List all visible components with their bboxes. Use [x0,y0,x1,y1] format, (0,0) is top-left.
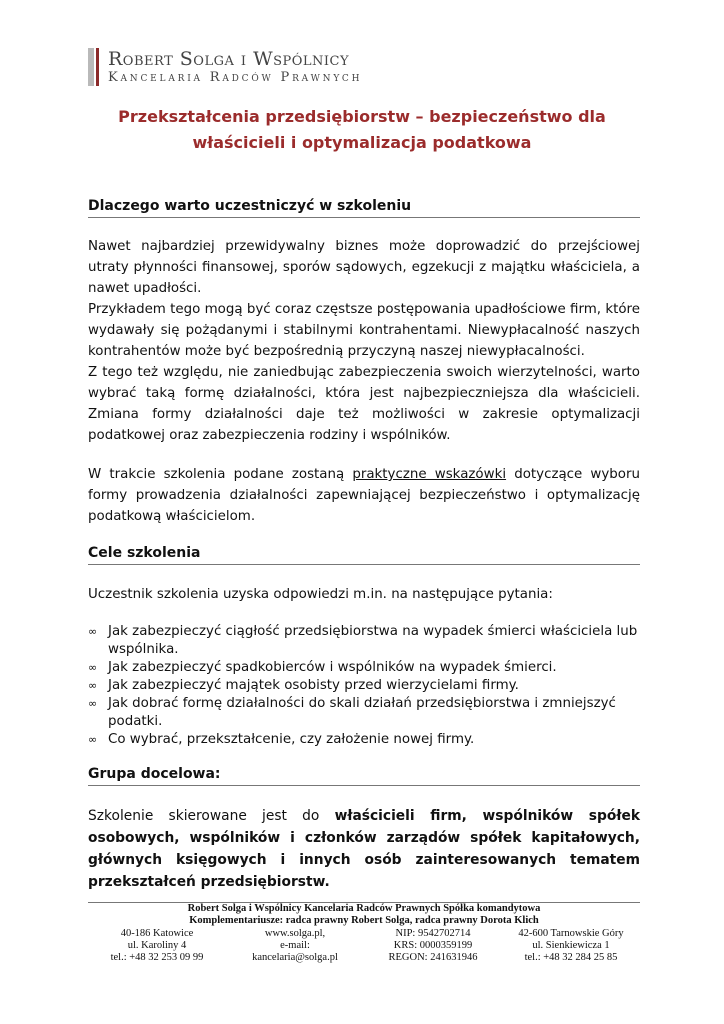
title-line-1: Przekształcenia przedsiębiorstw – bezpieczeństwo dla [118,107,606,126]
why-paragraph-3: Z tego też względu, nie zaniedbując zabezpieczenia swoich wierzytelności, warto wybrać taką formę działalności, która jest najbezpieczniejsza dla właścicieli. Zmiana formy działalności daje też możliwości w zakresie optymalizacji podatkowej oraz zabezpieczenia rodziny i wspólników. [88,365,640,443]
firm-name: Robert Solga i Wspólnicy [108,48,350,70]
why-p4-text-a: W trakcie szkolenia podane zostaną [88,467,353,482]
audience-bold-text: właścicieli firm, wspólników spółek osobowych, wspólników i członków zarządów spółek kapitałowych, głównych księgowych i innych osób zainteresowanych tematem przekształceń przedsiębiorstw. [88,808,640,890]
logo-bar-gray [88,48,94,86]
footer-web-email: www.solga.pl, e-mail: kancelaria@solga.pl [226,928,364,964]
website-link[interactable]: www.solga.pl, [264,928,326,939]
list-item: ∞ Jak zabezpieczyć spadkobierców i wspólników na wypadek śmierci. [88,660,557,675]
title-line-2: właścicieli i optymalizacja podatkowa [192,133,532,152]
audience-text: Szkolenie skierowane jest do [88,808,335,824]
footer-tarnowskie-gory: 42-600 Tarnowskie Góry ul. Sienkiewicza 1 tel.: +48 32 284 25 85 [518,928,624,963]
infinity-bullet-icon: ∞ [88,697,98,710]
goals-list [88,623,640,749]
email-link[interactable]: kancelaria@solga.pl [252,952,338,963]
infinity-bullet-icon: ∞ [88,661,98,674]
firm-subtitle: Kancelaria Radców Prawnych [108,70,363,85]
section-heading-goals: Cele szkolenia [88,545,640,565]
why-paragraph-4 [88,464,640,527]
infinity-bullet-icon: ∞ [88,733,98,746]
why-paragraph-2: Przykładem tego mogą być coraz częstsze postępowania upadłościowe firm, które wydawały się pożądanymi i stabilnymi kontrahentami. Niewypłacalność naszych kontrahentów może być bezpośrednią przyczyną naszej niewypłacalności. [88,302,640,359]
why-p4-text-b: dotyczące wyboru formy prowadzenia działalności zapewniającej bezpieczeństwo i optymalizację podatkową właścicielom. [88,467,640,524]
audience-paragraph [88,805,640,893]
footer-katowice: 40-186 Katowice ul. Karoliny 4 tel.: +48 32 253 09 99 [110,928,204,963]
list-item: ∞ Jak dobrać formę działalności do skali działań przedsiębiorstwa i zmniejszyć podatki. [88,696,616,729]
footer-registration: NIP: 9542702714 KRS: 0000359199 REGON: 241631946 [388,928,478,963]
infinity-bullet-icon: ∞ [88,625,98,638]
logo-bar-red [96,48,99,86]
footer-partners: Komplementariusze: radca prawny Robert Solga, radca prawny Dorota Klich [189,915,539,926]
footer-columns [88,928,640,964]
section-heading-audience: Grupa docelowa: [88,766,640,786]
document-title [60,104,664,156]
list-item: ∞ Jak zabezpieczyć majątek osobisty przed wierzycielami firmy. [88,678,519,693]
why-paragraph-1: Nawet najbardziej przewidywalny biznes może doprowadzić do przejściowej utraty płynności finansowej, sporów sądowych, egzekucji z majątku właściciela, a nawet upadłości. [88,239,640,296]
why-paragraphs [88,236,640,446]
page-footer [88,902,640,964]
practical-tips-underlined: praktyczne wskazówki [352,467,507,482]
section-heading-why: Dlaczego warto uczestniczyć w szkoleniu [88,198,640,218]
list-item: ∞ Co wybrać, przekształcenie, czy założenie nowej firmy. [88,732,475,747]
goals-intro: Uczestnik szkolenia uzyska odpowiedzi m.in. na następujące pytania: [88,587,553,602]
footer-company: Robert Solga i Wspólnicy Kancelaria Radców Prawnych Spółka komandytowa [187,903,541,914]
list-item: ∞ Jak zabezpieczyć ciągłość przedsiębiorstwa na wypadek śmierci właściciela lub wspólnika. [88,624,638,657]
infinity-bullet-icon: ∞ [88,679,98,692]
